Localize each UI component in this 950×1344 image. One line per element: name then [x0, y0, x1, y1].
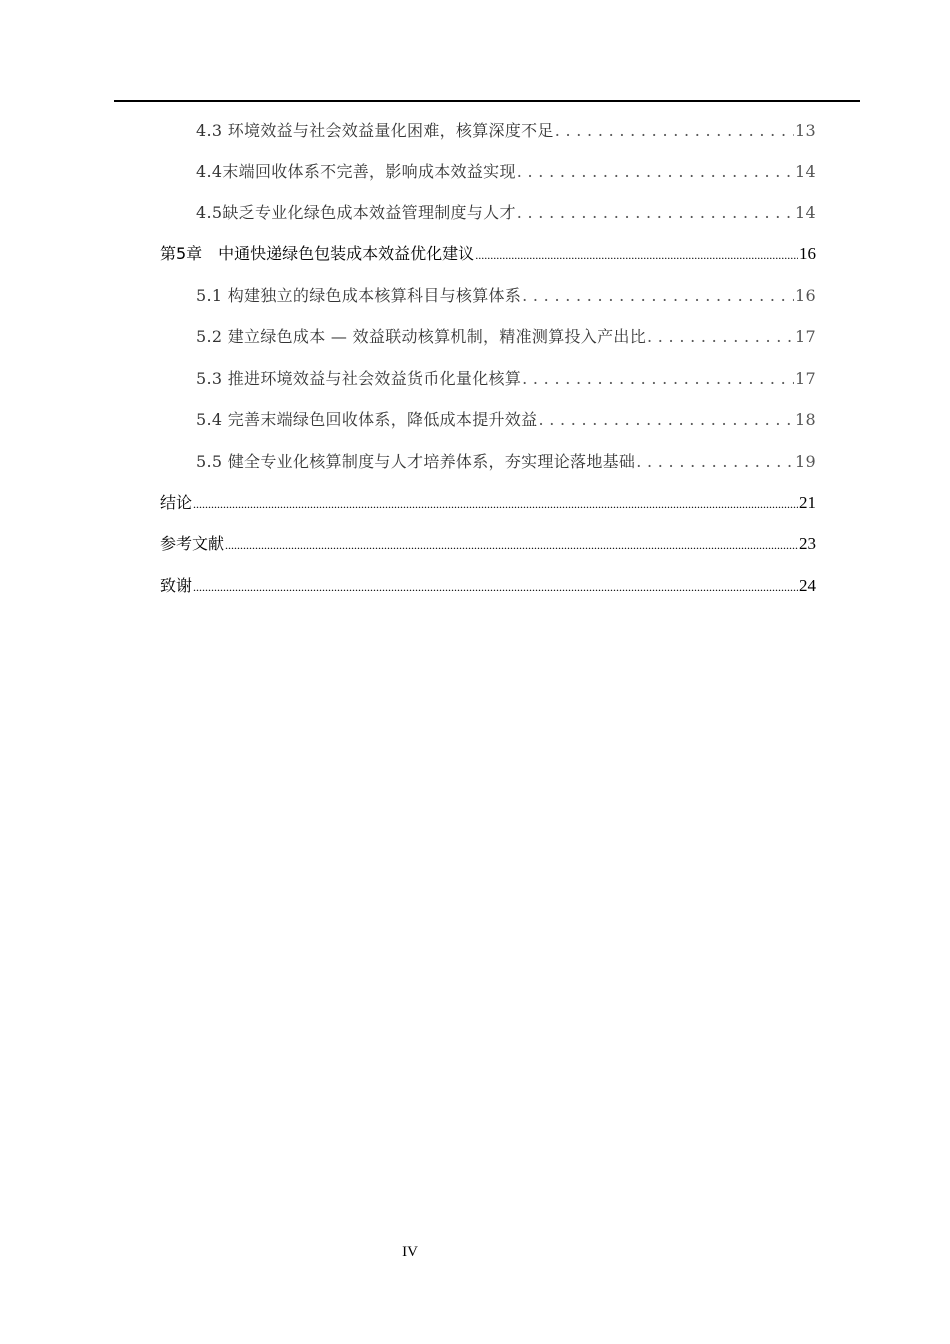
- toc-entry-page: 14: [795, 162, 816, 181]
- toc-entry-page: 21: [799, 493, 816, 512]
- toc-entry-4-5[interactable]: [196, 201, 816, 225]
- toc-entry-label: 致谢: [160, 576, 193, 595]
- toc-entry-acknowledgements[interactable]: [160, 574, 816, 598]
- toc-dot-leader: [193, 492, 798, 516]
- toc-entry-label: 5.1 构建独立的绿色成本核算科目与核算体系: [196, 286, 522, 305]
- toc-entry-page: 24: [799, 576, 816, 595]
- toc-entry-page: 17: [795, 327, 816, 346]
- toc-entry-page: 16: [799, 244, 816, 263]
- toc-dot-leader: [522, 284, 794, 308]
- toc-entry-5-3[interactable]: [196, 367, 816, 391]
- toc-entry-page: 17: [795, 369, 816, 388]
- toc-entry-page: 19: [795, 452, 816, 471]
- toc-entry-label: 5.3 推进环境效益与社会效益货币化量化核算: [196, 369, 522, 388]
- toc-dot-leader: [647, 325, 794, 349]
- footer-page-number: IV: [402, 1244, 418, 1260]
- toc-dot-leader: [522, 367, 794, 391]
- toc-entry-label: 结论: [160, 493, 193, 512]
- toc-entry-page: 16: [795, 286, 816, 305]
- toc-entry-page: 13: [795, 121, 816, 140]
- toc-entry-page: 18: [795, 410, 816, 429]
- toc-entry-label: 第5章 中通快递绿色包装成本效益优化建议: [160, 244, 475, 263]
- toc-entry-5-5[interactable]: [196, 450, 816, 474]
- toc-entry-label: 5.5 健全专业化核算制度与人才培养体系，夯实理论落地基础: [196, 452, 636, 471]
- toc-entry-references[interactable]: [160, 532, 816, 556]
- toc-entry-label: 5.2 建立绿色成本 — 效益联动核算机制，精准测算投入产出比: [196, 327, 647, 346]
- toc-entry-4-3[interactable]: [196, 119, 816, 143]
- toc-dot-leader: [555, 119, 794, 143]
- toc-entry-4-4[interactable]: [196, 160, 816, 184]
- toc-entry-label: 4.4末端回收体系不完善，影响成本效益实现: [196, 162, 516, 181]
- toc-dot-leader: [538, 408, 794, 432]
- toc-entry-page: 23: [799, 534, 816, 553]
- toc-dot-leader: [517, 201, 794, 225]
- toc-entry-label: 4.5缺乏专业化绿色成本效益管理制度与人才: [196, 203, 516, 222]
- toc-dot-leader: [517, 160, 794, 184]
- toc-dot-leader: [225, 533, 798, 557]
- toc-dot-leader: [193, 575, 798, 599]
- toc-dot-leader: [475, 243, 798, 267]
- toc-entry-5-1[interactable]: [196, 284, 816, 308]
- toc-entry-label: 5.4 完善末端绿色回收体系，降低成本提升效益: [196, 410, 538, 429]
- toc-entry-5-2[interactable]: [196, 325, 816, 349]
- toc-dot-leader: [636, 450, 794, 474]
- toc-entry-page: 14: [795, 203, 816, 222]
- toc-entry-label: 参考文献: [160, 534, 225, 553]
- toc-entry-label: 4.3 环境效益与社会效益量化困难，核算深度不足: [196, 121, 554, 140]
- toc-entry-5-4[interactable]: [196, 408, 816, 432]
- toc-entry-chapter-5[interactable]: [160, 242, 816, 266]
- toc-entry-conclusion[interactable]: [160, 491, 816, 515]
